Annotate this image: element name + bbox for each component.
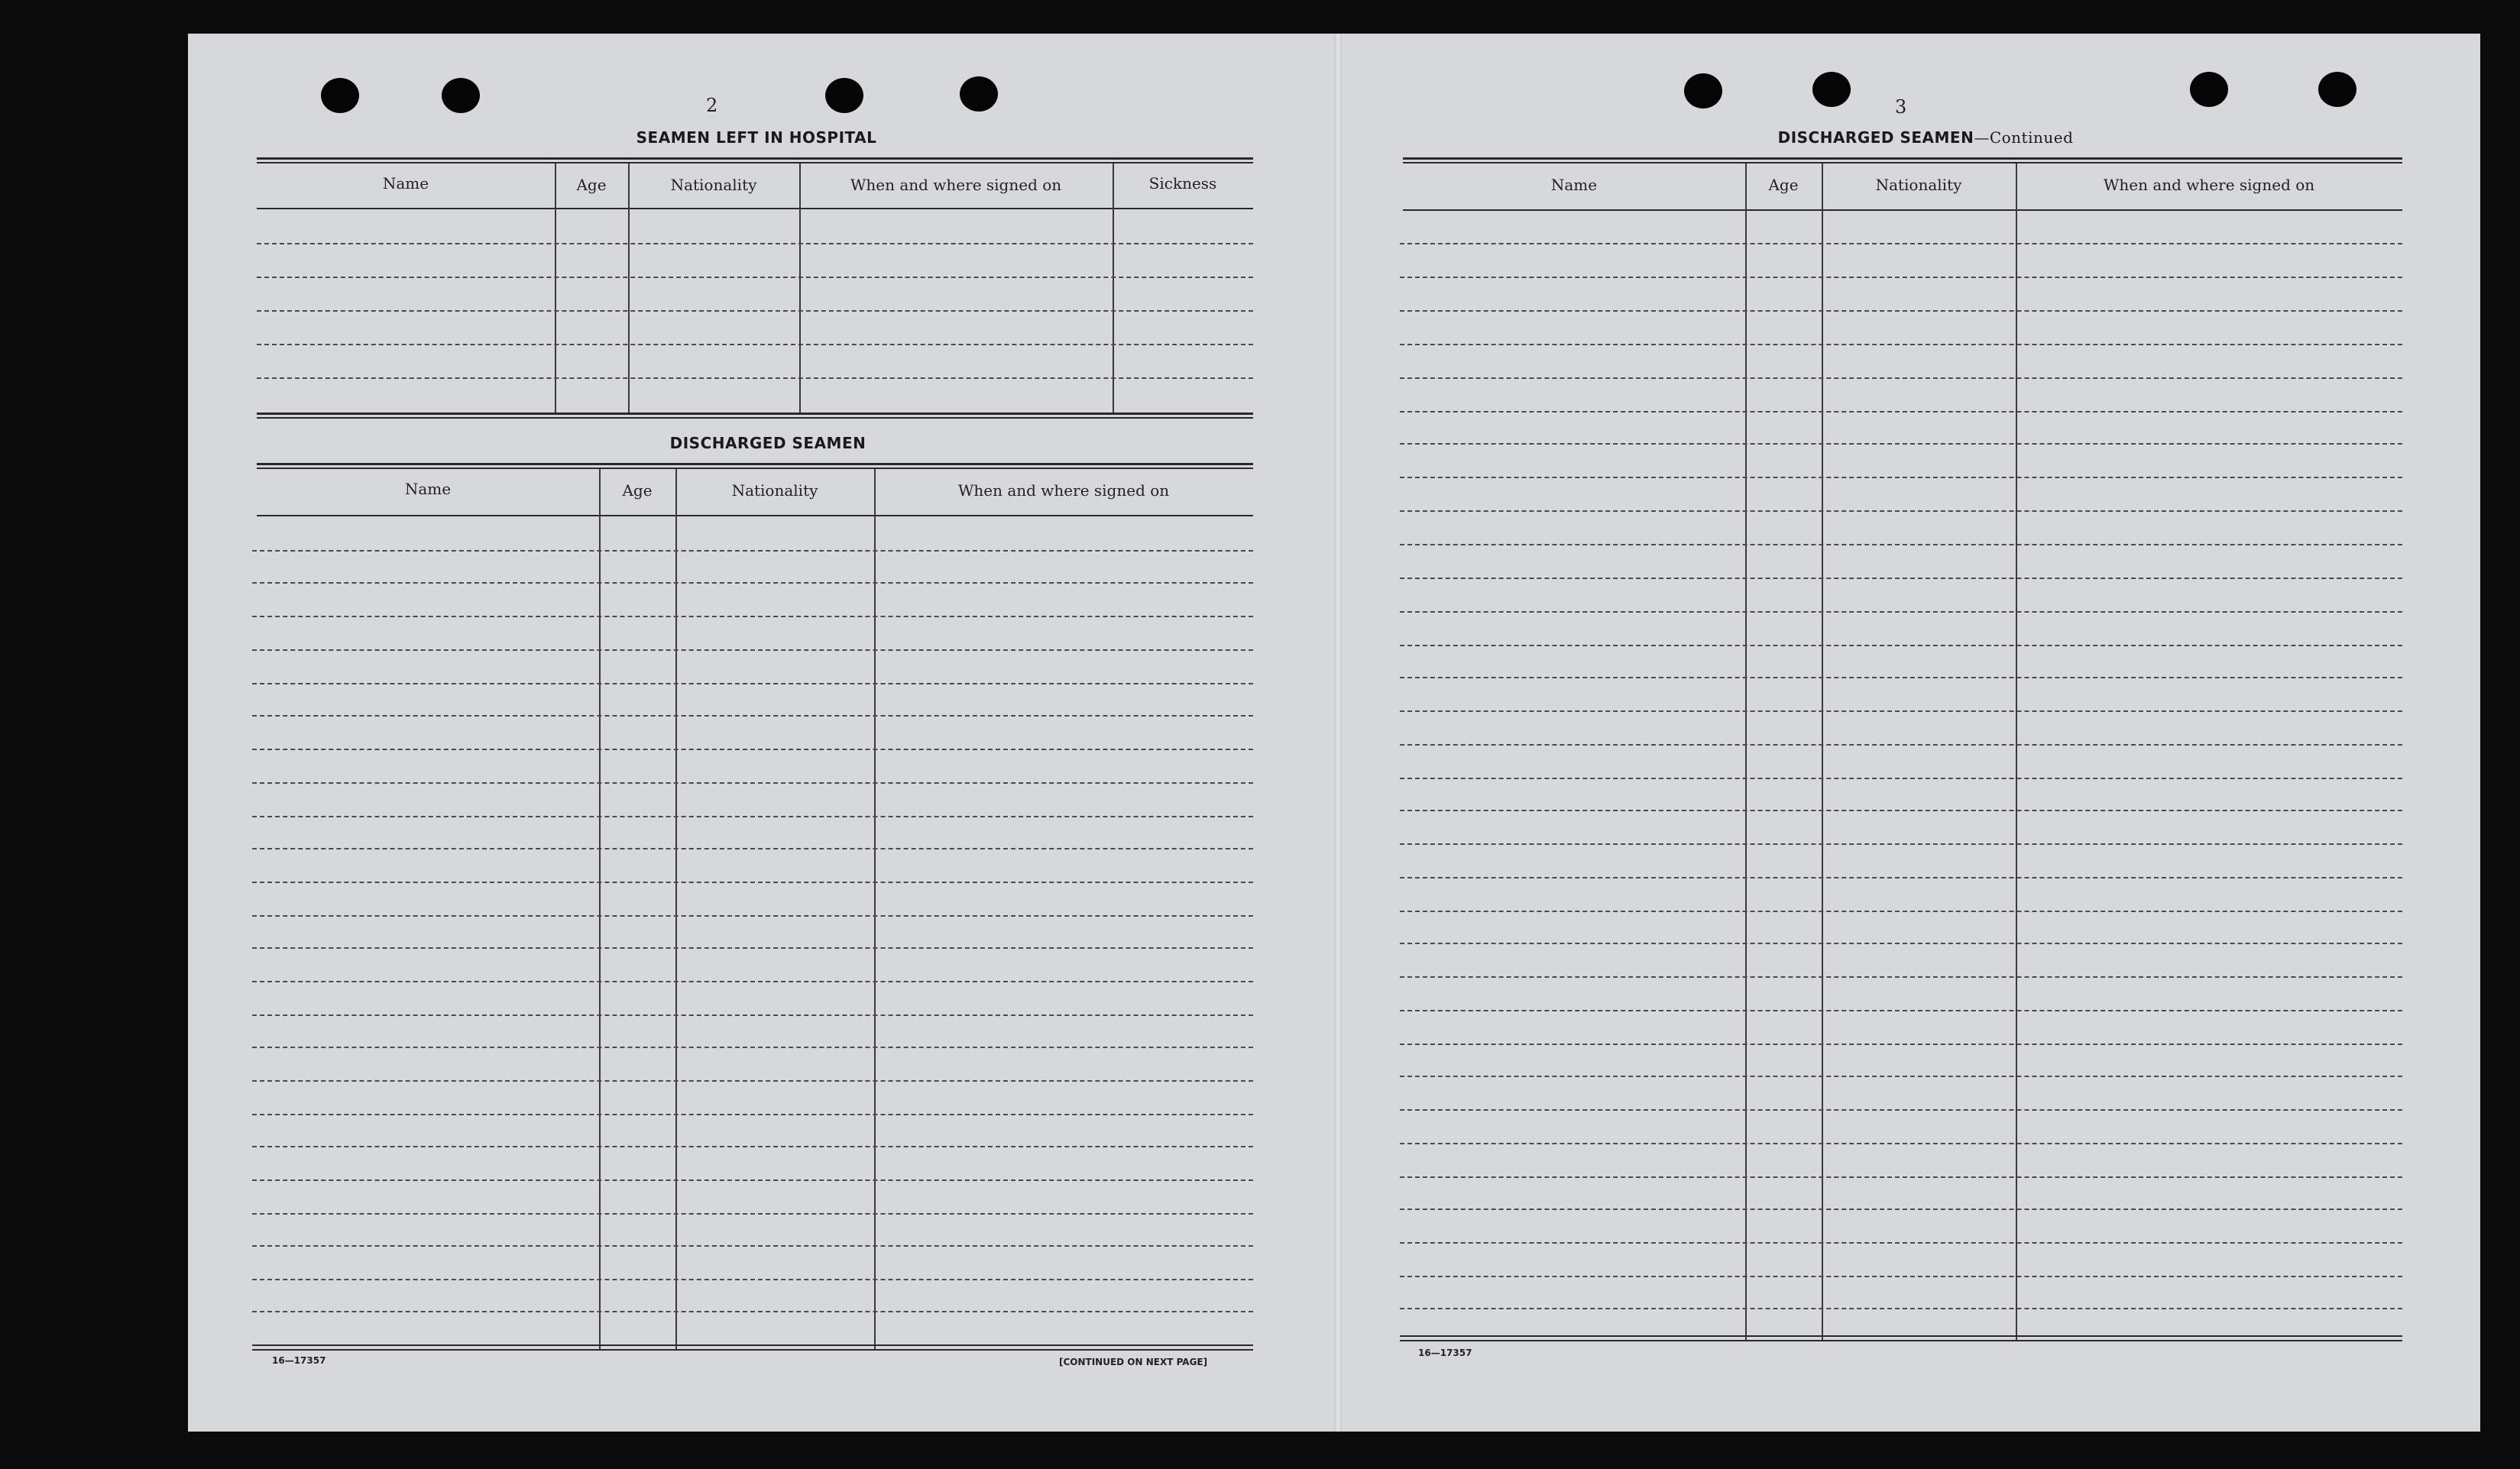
ruled-line [252,715,1253,717]
ruled-line [1400,645,2402,646]
ruled-line [252,1179,1253,1181]
column-divider [874,469,876,1349]
table-top-rule [257,468,1253,469]
table-top-rule [257,463,1253,465]
ruled-line [1400,510,2402,512]
table-bottom-rule [1400,1340,2402,1341]
table-bottom-rule [257,417,1253,419]
header-rule [1403,209,2402,211]
table-bottom-rule [257,413,1253,415]
ruled-line [257,377,1253,379]
discharged-continued-title-text: DISCHARGED SEAMEN [1777,128,1974,147]
ruled-line [1400,677,2402,678]
ruled-line [252,947,1253,949]
ruled-line [1400,443,2402,445]
page-fold [1334,34,1342,1432]
column-divider [675,469,677,1349]
column-divider [628,163,630,413]
ruled-line [1400,243,2402,244]
ruled-line [1400,1076,2402,1077]
header-rule [257,515,1253,516]
ruled-line [257,277,1253,278]
column-header-name: Name [382,174,429,193]
continued-note: [CONTINUED ON NEXT PAGE] [1059,1357,1208,1367]
ruled-line [1400,477,2402,478]
column-header-nationality: Nationality [1875,176,1962,194]
column-divider [599,469,601,1349]
punch-hole [2318,72,2356,107]
ruled-line [252,1213,1253,1215]
ruled-line [1400,710,2402,712]
ruled-line [1400,611,2402,613]
punch-hole [442,78,480,113]
column-divider [2016,163,2017,1341]
ruled-line [1400,1010,2402,1011]
ruled-line [1400,578,2402,579]
column-header-signed-on: When and where signed on [850,176,1062,194]
ruled-line [1400,1276,2402,1277]
ruled-line [252,649,1253,651]
punch-hole [321,78,359,113]
column-header-name: Name [1550,176,1598,194]
discharged-continued-title [1650,128,2201,147]
ruled-line [252,749,1253,750]
ruled-line [1400,943,2402,944]
punch-hole [960,76,998,112]
form-number: 16—17357 [1418,1348,1472,1358]
page-number: 2 [706,95,718,116]
table-top-rule [257,162,1253,163]
table-bottom-rule [252,1349,1253,1351]
ruled-line [252,550,1253,552]
ruled-line [1400,1209,2402,1210]
ruled-line [252,981,1253,982]
ruled-line [257,344,1253,345]
column-header-age: Age [622,481,653,500]
ruled-line [1400,1109,2402,1111]
ruled-line [252,848,1253,849]
column-header-signed-on: When and where signed on [957,481,1170,500]
ruled-line [257,243,1253,244]
ruled-line [252,582,1253,584]
ruled-line [252,1114,1253,1115]
punch-hole [1812,72,1851,107]
column-header-name: Name [404,480,452,498]
ruled-line [1400,911,2402,912]
punch-hole [825,78,863,113]
form-number: 16—17357 [272,1355,326,1366]
column-header-nationality: Nationality [670,176,757,194]
ruled-line [1400,976,2402,978]
ruled-line [1400,277,2402,278]
ruled-line [252,683,1253,684]
column-header-sickness: Sickness [1148,174,1217,193]
discharged-section-title: DISCHARGED SEAMEN [669,434,866,452]
table-top-rule [1403,162,2402,163]
ruled-line [1400,411,2402,413]
ruled-line [1400,810,2402,811]
ruled-line [252,1146,1253,1147]
header-rule [257,208,1253,209]
ruled-line [1400,1176,2402,1178]
ruled-line [1400,778,2402,779]
ruled-line [252,1080,1253,1082]
ruled-line [252,1311,1253,1312]
punch-hole [2190,72,2228,107]
table-top-rule [257,157,1253,160]
ruled-line [252,1245,1253,1247]
ruled-line [252,782,1253,784]
ruled-line [1400,1308,2402,1309]
ruled-line [1400,377,2402,379]
ruled-line [252,915,1253,917]
ruled-line [1400,843,2402,845]
punch-hole [1684,73,1722,108]
table-bottom-rule [252,1344,1253,1346]
table-top-rule [1403,157,2402,160]
ruled-line [252,1014,1253,1016]
column-header-nationality: Nationality [731,481,818,500]
ruled-line [1400,877,2402,878]
ruled-line [1400,1242,2402,1244]
column-header-age: Age [576,176,607,194]
column-header-age: Age [1768,176,1799,194]
ruled-line [257,310,1253,312]
ruled-line [252,616,1253,617]
ruled-line [252,816,1253,817]
ruled-line [1400,310,2402,312]
ruled-line [252,1047,1253,1048]
ruled-line [1400,1143,2402,1144]
column-divider [799,163,801,413]
page-number: 3 [1895,96,1907,118]
hospital-section-title: SEAMEN LEFT IN HOSPITAL [636,128,877,147]
column-divider [555,163,556,413]
ruled-line [1400,1044,2402,1045]
table-bottom-rule [1400,1335,2402,1337]
ruled-line [252,1279,1253,1280]
continued-suffix: —Continued [1974,128,2074,147]
column-divider [1822,163,1823,1341]
column-divider [1745,163,1747,1341]
ruled-line [1400,744,2402,746]
ruled-line [1400,344,2402,345]
column-divider [1113,163,1114,413]
column-header-signed-on: When and where signed on [2103,176,2315,194]
ruled-line [252,882,1253,883]
ruled-line [1400,544,2402,545]
